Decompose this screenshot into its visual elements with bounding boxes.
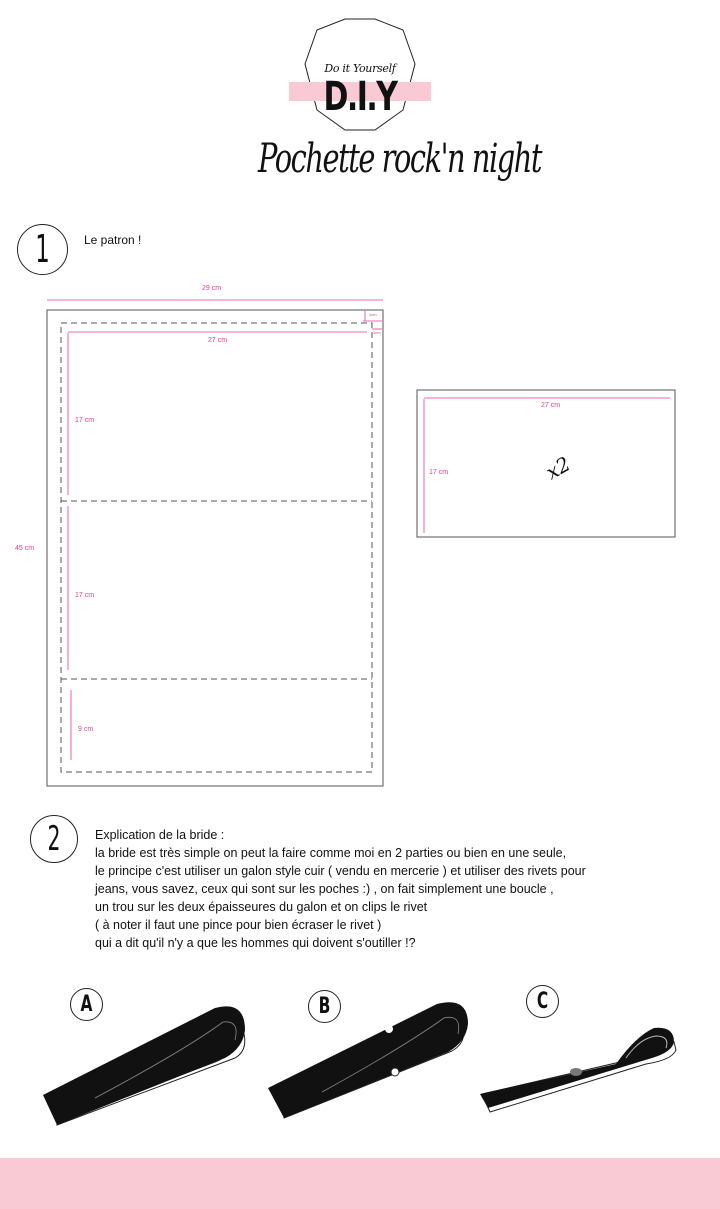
step-2-line: ( à noter il faut une pince pour bien écraser le rivet ): [95, 918, 382, 932]
footer-band: [0, 1158, 720, 1209]
side-multiplier: x2: [541, 451, 575, 485]
inner-width-label: 27 cm: [208, 337, 228, 344]
step-1-circle: 1: [17, 224, 68, 275]
rivet-bottom: [391, 1068, 399, 1076]
step-2-line: la bride est très simple on peut la faire comme moi en 2 parties ou bien en une seule,: [95, 846, 567, 860]
logo-acronym: D.I.Y: [323, 74, 397, 120]
step-2-circle: 2: [30, 815, 78, 863]
step-2-line: le principe c'est utiliser un galon style cuir ( vendu en mercerie ) et utiliser des rivets pour: [95, 864, 586, 878]
rivet-top: [385, 1025, 393, 1033]
main-width-label: 29 cm: [202, 285, 222, 292]
step-2-line: un trou sur les deux épaisseures du galon et on clips le rivet: [95, 900, 428, 914]
seam-top-label: 1cm: [369, 312, 377, 317]
illustration-b-badge: B: [308, 990, 341, 1023]
step-2-line: jeans, vous savez, ceux qui sont sur les poches :) , on fait simplement une boucle ,: [95, 882, 554, 896]
step-2-text: [95, 826, 586, 952]
main-pattern-diagram: [0, 280, 400, 800]
strap-illustration-c: [476, 1016, 681, 1116]
step-1-heading: Le patron !: [84, 233, 142, 247]
illustration-c-badge: C: [526, 985, 559, 1018]
seam-allowance-outline: [61, 323, 372, 772]
strap-illustration-a: [35, 1000, 255, 1140]
section-2-label: 17 cm: [75, 592, 95, 599]
side-height-label: 17 cm: [429, 469, 449, 476]
rivet: [570, 1068, 582, 1076]
step-2-line: qui a dit qu'il n'y a que les hommes qui doivent s'outiller !?: [95, 936, 416, 950]
seam-side-label: 1cm: [373, 330, 381, 335]
section-1-label: 17 cm: [75, 417, 95, 424]
illustration-a-badge: A: [70, 988, 103, 1021]
side-width-label: 27 cm: [541, 402, 561, 409]
main-height-label: 45 cm: [15, 545, 35, 552]
page-title: Pochette rock'n night: [258, 136, 542, 182]
pattern-outline: [47, 310, 383, 786]
strap-illustration-b: [262, 996, 477, 1126]
diy-logo: [289, 18, 431, 132]
section-3-label: 9 cm: [78, 726, 94, 733]
step-2-line: Explication de la bride :: [95, 828, 225, 842]
logo-tagline: Do it Yourself: [324, 62, 396, 75]
